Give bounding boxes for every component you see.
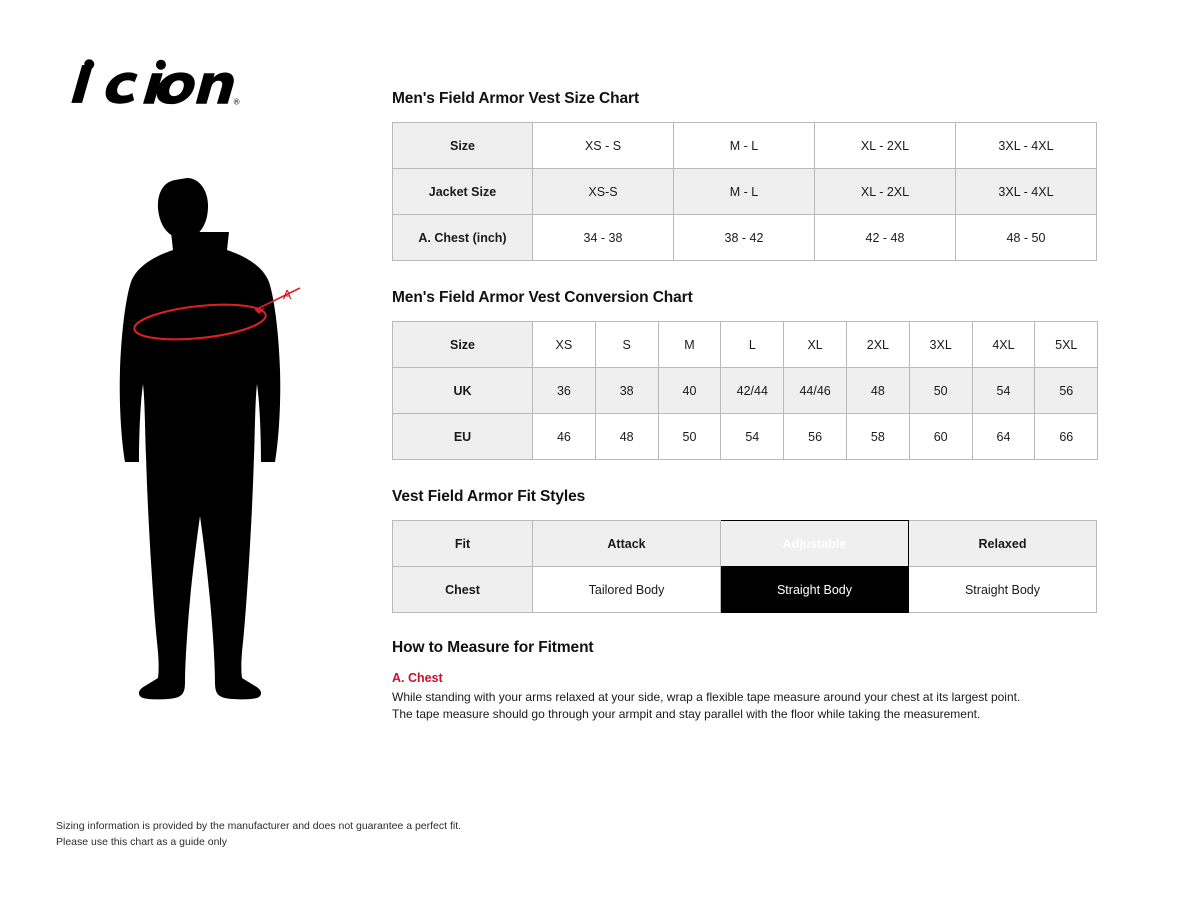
- body-silhouette: [120, 178, 281, 699]
- table-cell: 3XL: [909, 322, 972, 368]
- table-cell: 4XL: [972, 322, 1035, 368]
- row-header: A. Chest (inch): [393, 215, 533, 261]
- conversion-chart-table: [392, 321, 1098, 460]
- table-cell: 54: [972, 368, 1035, 414]
- table-cell: XS-S: [533, 169, 674, 215]
- row-header: Size: [393, 123, 533, 169]
- table-cell: L: [721, 322, 784, 368]
- conversion-chart-title: Men's Field Armor Vest Conversion Chart: [392, 289, 693, 306]
- table-cell: 48: [846, 368, 909, 414]
- table-cell-highlighted: Straight Body: [721, 567, 909, 613]
- disclaimer-line-1: Sizing information is provided by the manufacturer and does not guarantee a perfect fit.: [56, 820, 462, 832]
- row-header: UK: [393, 368, 533, 414]
- table-cell: 56: [784, 414, 847, 460]
- row-header: Size: [393, 322, 533, 368]
- table-row: [393, 368, 1098, 414]
- table-cell: Tailored Body: [533, 567, 721, 613]
- how-to-measure-block: [392, 639, 1132, 724]
- fit-styles-table: [392, 520, 1097, 613]
- measure-label-a: A: [283, 288, 292, 302]
- table-cell: Straight Body: [909, 567, 1097, 613]
- table-cell: 38: [595, 368, 658, 414]
- table-cell: 38 - 42: [674, 215, 815, 261]
- table-cell: 46: [533, 414, 596, 460]
- size-chart-title: Men's Field Armor Vest Size Chart: [392, 90, 640, 107]
- charts-column: [392, 90, 1132, 724]
- table-cell: Attack: [533, 521, 721, 567]
- table-row: [393, 322, 1098, 368]
- table-cell: 60: [909, 414, 972, 460]
- measure-instruction-line-1: While standing with your arms relaxed at your side, wrap a flexible tape measure around your chest at its largest point.: [392, 690, 1021, 704]
- body-figure-illustration: [95, 170, 315, 710]
- table-cell: XL - 2XL: [815, 169, 956, 215]
- how-to-measure-title: How to Measure for Fitment: [392, 639, 594, 656]
- table-cell: 3XL - 4XL: [956, 123, 1097, 169]
- table-row: [393, 215, 1097, 261]
- table-cell: 50: [658, 414, 721, 460]
- measure-subhead: [392, 671, 1132, 685]
- table-cell: 64: [972, 414, 1035, 460]
- table-cell: 56: [1035, 368, 1098, 414]
- table-cell: Relaxed: [909, 521, 1097, 567]
- table-row: [393, 414, 1098, 460]
- disclaimer-line-2: Please use this chart as a guide only: [56, 836, 228, 849]
- trademark-symbol: ®: [233, 97, 240, 107]
- measure-instruction-line-2: The tape measure should go through your armpit and stay parallel with the floor while taking the measurement.: [392, 707, 981, 722]
- table-cell: XL: [784, 322, 847, 368]
- brand-logo: [62, 58, 242, 110]
- measure-letter: A.: [392, 671, 405, 685]
- table-cell: 34 - 38: [533, 215, 674, 261]
- disclaimer-footer: [56, 818, 461, 851]
- table-cell: 5XL: [1035, 322, 1098, 368]
- fit-styles-title: Vest Field Armor Fit Styles: [392, 488, 586, 505]
- table-cell: 48: [595, 414, 658, 460]
- measure-sub-label: Chest: [407, 671, 443, 685]
- table-row: [393, 567, 1097, 613]
- row-header: Fit: [393, 521, 533, 567]
- table-row: [393, 521, 1097, 567]
- table-cell: 54: [721, 414, 784, 460]
- table-cell: S: [595, 322, 658, 368]
- table-cell: XS - S: [533, 123, 674, 169]
- table-cell: XL - 2XL: [815, 123, 956, 169]
- row-header: EU: [393, 414, 533, 460]
- table-cell: 66: [1035, 414, 1098, 460]
- row-header: Jacket Size: [393, 169, 533, 215]
- table-cell: 2XL: [846, 322, 909, 368]
- table-cell: 36: [533, 368, 596, 414]
- table-cell: 42 - 48: [815, 215, 956, 261]
- table-cell: 44/46: [784, 368, 847, 414]
- table-cell: 50: [909, 368, 972, 414]
- size-chart-table: [392, 122, 1097, 261]
- table-cell: 3XL - 4XL: [956, 169, 1097, 215]
- table-cell: 58: [846, 414, 909, 460]
- table-cell: M: [658, 322, 721, 368]
- table-cell: M - L: [674, 123, 815, 169]
- table-cell: 42/44: [721, 368, 784, 414]
- table-cell: M - L: [674, 169, 815, 215]
- row-header: Chest: [393, 567, 533, 613]
- table-cell: XS: [533, 322, 596, 368]
- table-row: [393, 123, 1097, 169]
- table-cell: 40: [658, 368, 721, 414]
- table-cell: 48 - 50: [956, 215, 1097, 261]
- table-cell-highlighted: Adjustable: [721, 521, 909, 567]
- table-row: [393, 169, 1097, 215]
